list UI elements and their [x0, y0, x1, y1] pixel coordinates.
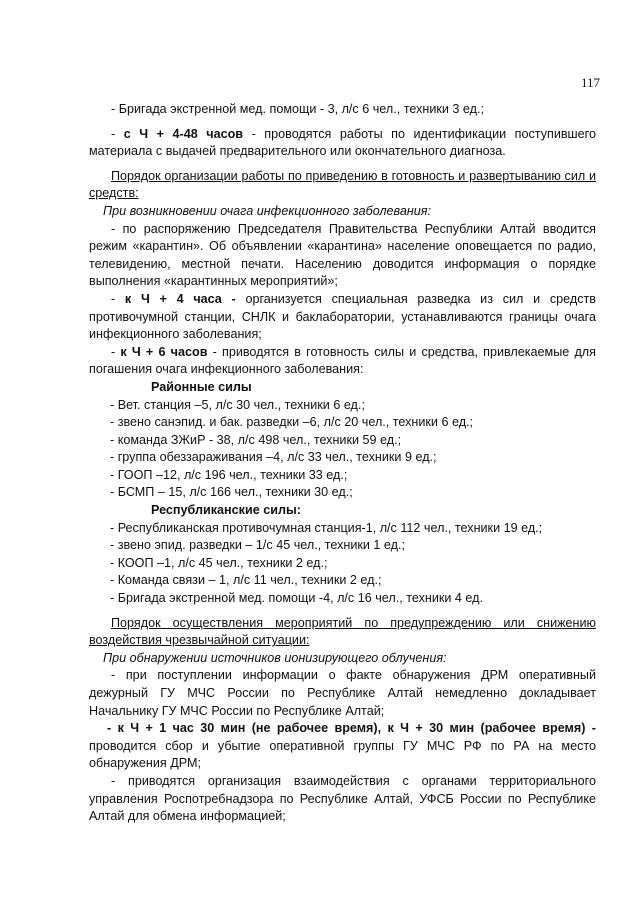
ch6-text: - приводятся в готовность силы и средства, привлекаемые для погашения очага инфекционного заболевания: — [89, 344, 596, 377]
ch4-time: к Ч + 4 часа - — [124, 291, 236, 306]
republic-forces-heading — [89, 502, 596, 520]
ch448-paragraph — [89, 126, 596, 161]
section1-subheading: При возникновении очага инфекционного заболевания: — [103, 203, 432, 218]
list-item: - группа обеззараживания –4, л/с 33 чел., техники 9 ед.; — [110, 450, 437, 465]
list-item: - Республиканская противочумная станция-1, л/с 112 чел., техники 19 ед.; — [110, 520, 543, 535]
dash: - — [111, 344, 121, 359]
list-item: - команда ЗЖиР - 38, л/с 498 чел., техники 59 ед.; — [110, 432, 402, 447]
page-number: 117 — [580, 75, 600, 90]
section2-subheading: При обнаружении источников ионизирующего облучения: — [103, 650, 447, 665]
ch4-paragraph — [89, 291, 596, 344]
drm-paragraph: - при поступлении информации о факте обнаружения ДРМ оперативный дежурный ГУ МЧС России по Республике Алтай немедленно докладывает Начальнику ГУ МЧС России по Республике Алтай; — [89, 668, 596, 718]
list-item: - звено санэпид. и бак. разведки –6, л/с 20 чел., техники 6 ед.; — [110, 415, 474, 430]
list-item: - Вет. станция –5, л/с 30 чел., техники 6 ед.; — [110, 397, 365, 412]
section2-heading: Порядок осуществления мероприятий по предупреждению или снижению воздействия чрезвычайной ситуации: — [89, 615, 596, 648]
section1-heading: Порядок организации работы по приведению в готовность и развертыванию сил и средств: — [89, 168, 596, 201]
quarantine-paragraph: - по распоряжению Председателя Правительства Республики Алтай вводится режим «карантин». Об объявлении «карантина» население оповещается по радио, телевидению, местной печати. Населению доводится информация о порядке выполнения «карантинных мероприятий»; — [89, 221, 596, 289]
ch6-paragraph — [89, 344, 596, 379]
list-item: - звено эпид. разведки – 1/с 45 чел., техники 1 ед.; — [110, 538, 405, 553]
district-forces-title: Районные силы — [151, 379, 252, 394]
dash: - — [111, 291, 125, 306]
list-item: - ГООП –12, л/с 196 чел., техники 33 ед.; — [110, 467, 348, 482]
district-forces-list — [89, 397, 596, 503]
list-item: - Бригада экстренной мед. помощи -4, л/с 16 чел., техники 4 ед. — [110, 591, 483, 606]
ch448-text: - проводятся работы по идентификации поступившего материала с выдачей предварительного или окончательного диагноза. — [89, 126, 596, 159]
brigade-line: - Бригада экстренной мед. помощи - 3, л/с 6 чел., техники 3 ед.; — [111, 102, 484, 116]
list-item: - БСМП – 15, л/с 166 чел., техники 30 ед.; — [110, 485, 353, 500]
ch6-time: к Ч + 6 часов — [120, 344, 208, 359]
interaction-paragraph: - приводятся организация взаимодействия с органами территориального управления Роспотребнадзора по Республике Алтай, УФСБ России по Республике Алтай для обмена информацией; — [89, 773, 596, 824]
republic-forces-list — [89, 520, 596, 608]
republic-forces-title: Республиканские силы: — [151, 503, 301, 518]
list-item: - КООП –1, л/с 45 чел., техники 2 ед.; — [110, 555, 328, 570]
district-forces-heading — [89, 379, 596, 397]
ch130-time: - к Ч + 1 час 30 мин (не рабочее время), к Ч + 30 мин (рабочее время) - — [107, 721, 596, 736]
ch448-time: с Ч + 4-48 часов — [123, 126, 244, 141]
ch130-text: проводится сбор и убытие оперативной группы ГУ МЧС РФ по РА на место обнаружения ДРМ; — [89, 738, 596, 771]
dash: - — [111, 126, 124, 141]
document-body — [89, 101, 596, 826]
list-item: - Команда связи – 1, л/с 11 чел., техники 2 ед.; — [110, 573, 382, 588]
ch130-paragraph — [89, 720, 596, 773]
ch4-text: организуется специальная разведка из сил и средств противочумной станции, СНЛК и баклаборатории, устанавливаются границы очага инфекционного заболевания; — [89, 291, 596, 342]
